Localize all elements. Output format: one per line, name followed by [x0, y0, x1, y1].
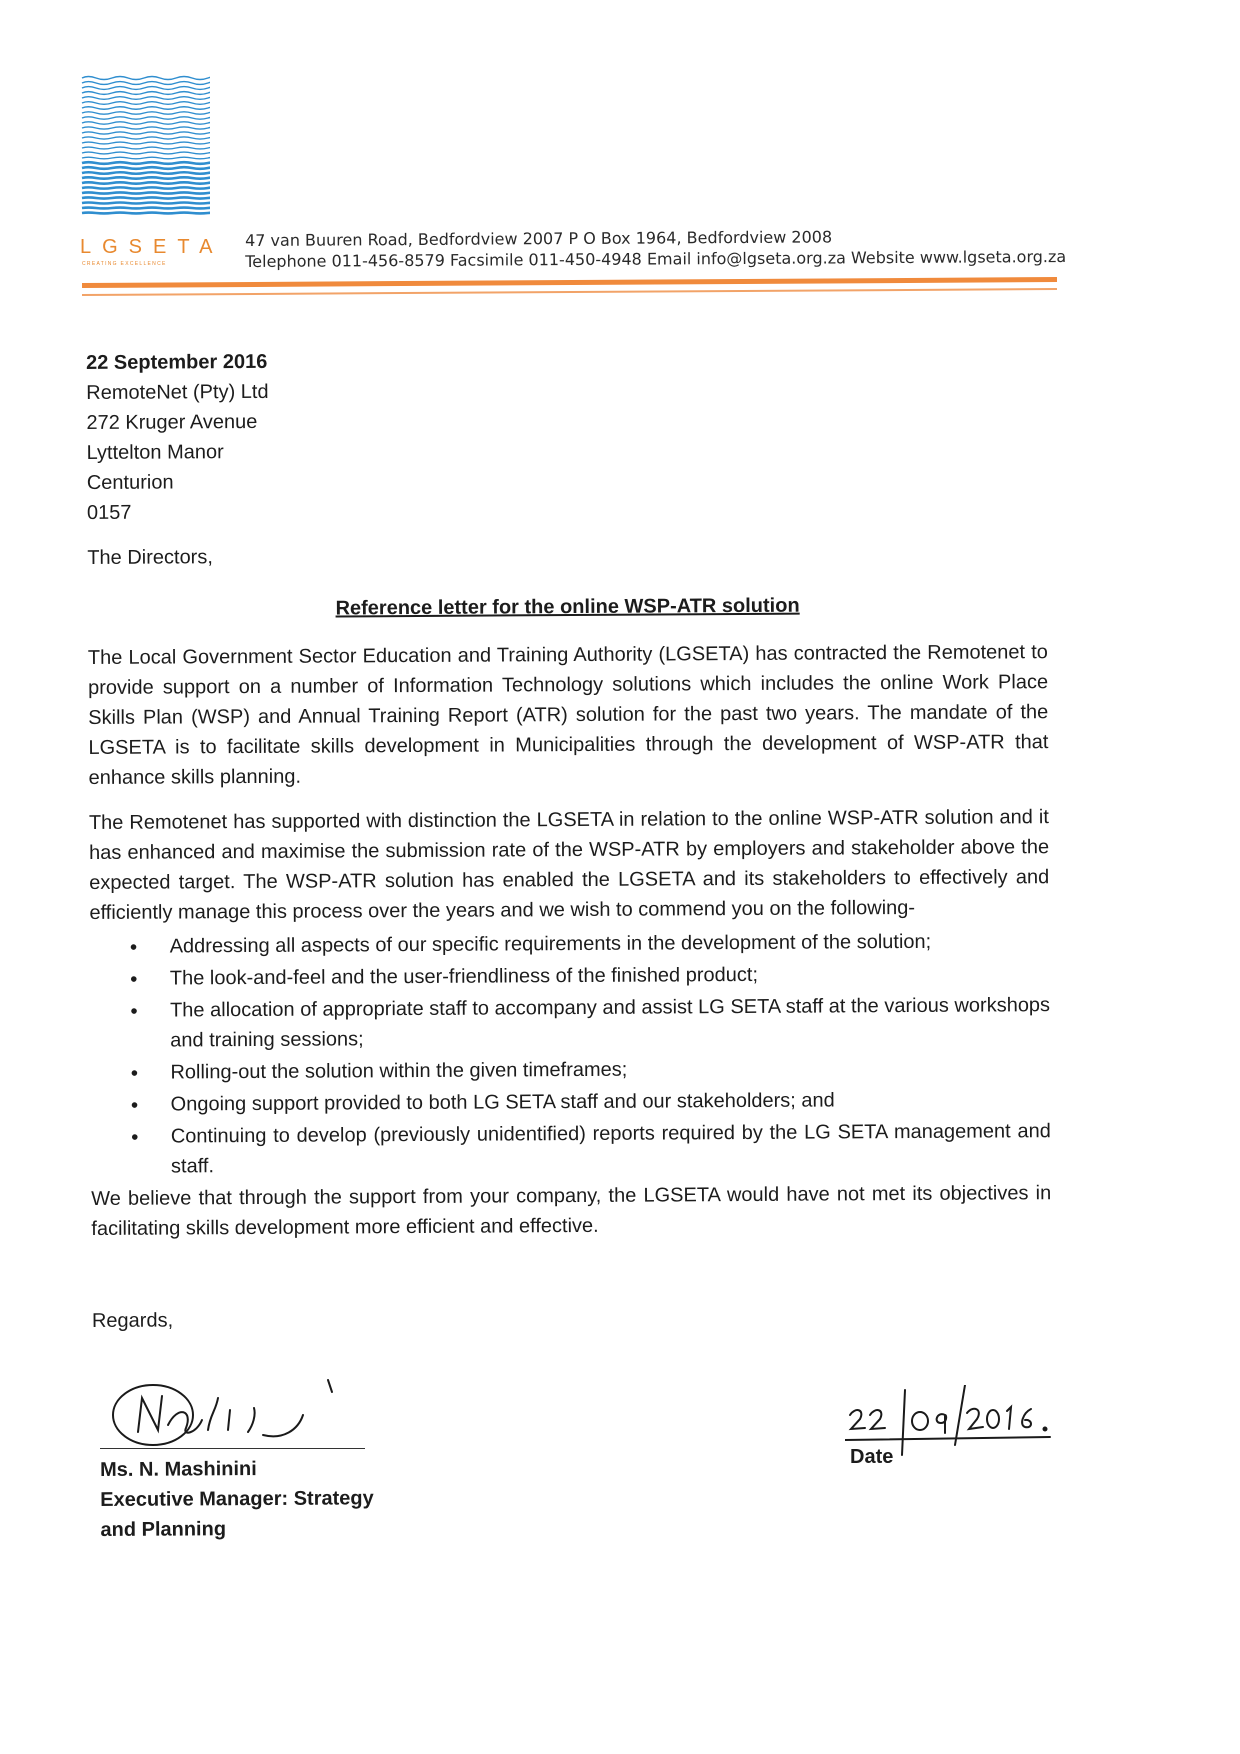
date-label: Date: [850, 1446, 894, 1468]
signature-icon: [98, 1370, 398, 1450]
header-rule: [82, 277, 1057, 288]
commendation-list: [90, 926, 1052, 1182]
wave-line: [82, 87, 210, 90]
wave-line: [82, 187, 210, 188]
wave-line: [82, 147, 210, 149]
list-item: ● Addressing all aspects of our specific requirements in the development of the solution;: [170, 926, 1050, 961]
signatory: [100, 1453, 374, 1545]
wave-line: [82, 197, 210, 198]
address-line: 47 van Buuren Road, Bedfordview 2007 P O Box 1964, Bedfordview 2008: [245, 227, 833, 250]
wave-line: [82, 117, 210, 119]
wave-line: [82, 122, 210, 124]
wave-line: [82, 92, 210, 95]
recipient-line: RemoteNet (Pty) Ltd: [86, 380, 269, 404]
handwritten-signature: [98, 1370, 398, 1450]
list-item: ● Rolling-out the solution within the given timeframes;: [170, 1052, 1050, 1087]
contact-line: Telephone 011-456-8579 Facsimile 011-450-4948 Email info@lgseta.org.za Website www.lgseta.org.za: [245, 246, 1067, 271]
wave-line: [82, 167, 210, 169]
wave-line: [82, 162, 210, 164]
recipient-line: 0157: [86, 501, 132, 524]
letterhead-address: [245, 225, 1066, 272]
wave-line: [82, 107, 210, 110]
recipient-line: Centurion: [86, 471, 174, 494]
letter-body: [86, 342, 1052, 1336]
list-item: ● Ongoing support provided to both LG SETA staff and our stakeholders; and: [171, 1084, 1051, 1119]
recipient-line: Lyttelton Manor: [86, 441, 224, 464]
wave-line: [82, 132, 210, 134]
wave-line: [82, 152, 210, 154]
letter-date: 22 September 2016: [86, 350, 268, 374]
logo-tagline: CREATING EXCELLENCE: [82, 261, 167, 267]
closing-paragraph: We believe that through the support from your company, the LGSETA would have not met its objectives in facilitating skills development more efficient and effective.: [91, 1182, 1052, 1240]
paragraph-2: The Remotenet has supported with distinction the LGSETA in relation to the online WSP-ATR solution and it has enhanced and maximise the submission rate of the WSP-ATR by employers and stakeholder above the expected target. The WSP-ATR solution has enabled the LGSETA and its stakeholders to effectively and efficiently manage this process over the years and we wish to commend you on the following-: [88, 806, 1050, 924]
recipient-line: 272 Kruger Avenue: [86, 410, 258, 434]
wave-line: [82, 177, 210, 178]
signature-line: [100, 1448, 365, 1449]
regards: Regards,: [91, 1309, 174, 1332]
list-item: ● The look-and-feel and the user-friendliness of the finished product;: [170, 958, 1050, 993]
signatory-title: Executive Manager: Strategy: [100, 1487, 374, 1511]
list-item: ● Continuing to develop (previously unidentified) reports required by the LG SETA management and staff.: [171, 1116, 1051, 1181]
signatory-title: and Planning: [100, 1518, 227, 1541]
list-item: ● The allocation of appropriate staff to accompany and assist LG SETA staff at the various workshops and training sessions;: [170, 990, 1050, 1055]
wave-logo-icon: [80, 70, 210, 230]
header-rule-thin: [82, 288, 1057, 296]
wave-line: [82, 142, 210, 144]
logo-wordmark: LGSETA: [80, 236, 224, 258]
salutation: The Directors,: [87, 546, 213, 569]
wave-line: [82, 208, 210, 209]
letter-subject: Reference letter for the online WSP-ATR solution: [335, 594, 800, 620]
wave-line: [82, 137, 210, 139]
wave-line: [82, 102, 210, 105]
signatory-name: Ms. N. Mashinini: [100, 1458, 257, 1481]
wave-line: [82, 172, 210, 173]
wave-line: [82, 77, 210, 80]
paragraph-1: The Local Government Sector Education and Training Authority (LGSETA) has contracted the Remotenet to provide support on a number of Information Technology solutions which includes the online Work Place Skills Plan (WSP) and Annual Training Report (ATR) solution for the past two years. The mandate of the LGSETA is to facilitate skills development in Municipalities through the development of WSP-ATR that enhance skills planning.: [87, 641, 1049, 789]
wave-line: [82, 213, 210, 214]
recipient-address: [86, 372, 1047, 528]
wave-line: [82, 192, 210, 193]
wave-line: [82, 182, 210, 183]
wave-line: [82, 203, 210, 204]
wave-line: [82, 97, 210, 100]
wave-line: [82, 112, 210, 114]
wave-line: [82, 127, 210, 129]
wave-line: [82, 82, 210, 85]
wave-line: [82, 157, 210, 159]
